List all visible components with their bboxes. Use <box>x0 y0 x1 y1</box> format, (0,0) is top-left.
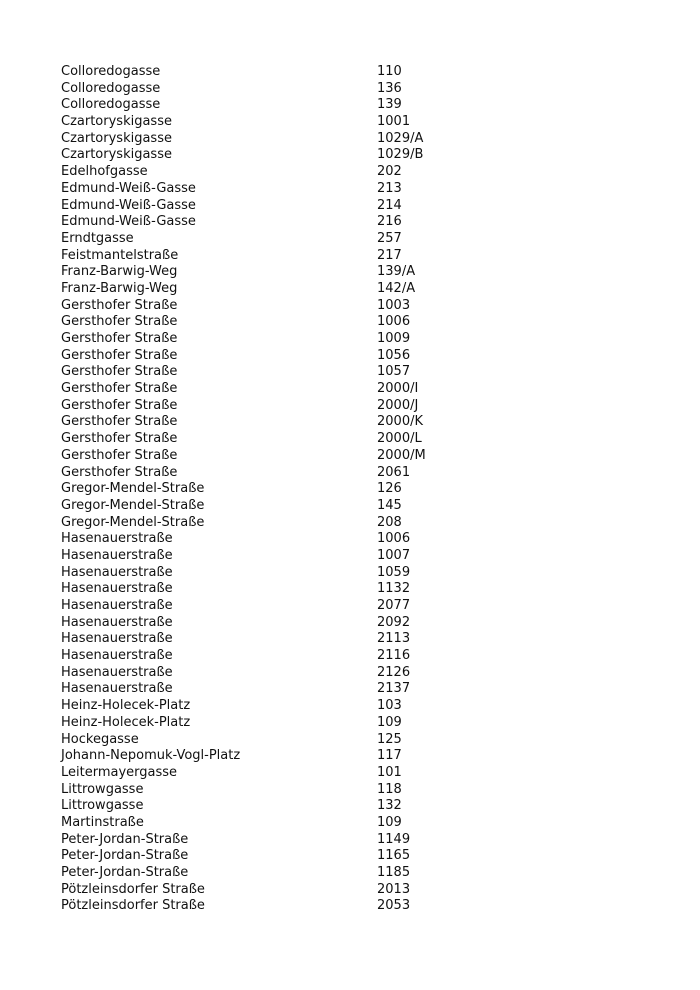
house-number: 103 <box>377 698 402 714</box>
street-name: Littrowgasse <box>61 781 144 797</box>
table-row <box>61 498 661 515</box>
street-name: Colloredogasse <box>61 64 161 79</box>
house-number: 2116 <box>377 648 411 664</box>
house-number: 2000/I <box>377 381 419 397</box>
table-row <box>61 598 661 615</box>
house-number: 136 <box>377 80 402 96</box>
street-name: Heinz-Holecek-Platz <box>61 714 191 730</box>
house-number: 110 <box>377 64 402 79</box>
street-name: Hockegasse <box>61 731 139 747</box>
table-row <box>61 281 661 298</box>
street-name: Pötzleinsdorfer Straße <box>61 881 205 897</box>
table-row <box>61 898 661 915</box>
house-number: 217 <box>377 247 402 263</box>
table-row <box>61 264 661 281</box>
street-name: Gersthofer Straße <box>61 447 178 463</box>
street-name: Hasenauerstraße <box>61 547 173 563</box>
street-name: Erndtgasse <box>61 230 134 246</box>
table-row <box>61 198 661 215</box>
street-name: Gersthofer Straße <box>61 414 178 430</box>
street-name: Czartoryskigasse <box>61 114 172 130</box>
table-row <box>61 231 661 248</box>
table-row <box>61 97 661 114</box>
house-number: 1185 <box>377 865 411 880</box>
table-row <box>61 581 661 598</box>
table-row <box>61 398 661 415</box>
street-name: Peter-Jordan-Straße <box>61 848 189 864</box>
street-name: Czartoryskigasse <box>61 130 172 146</box>
street-name: Gregor-Mendel-Straße <box>61 514 205 530</box>
house-number: 2000/L <box>377 431 422 447</box>
table-row <box>61 381 661 398</box>
table-row <box>61 331 661 348</box>
table-row <box>61 147 661 164</box>
street-name: Hasenauerstraße <box>61 648 173 664</box>
address-list <box>61 64 661 915</box>
house-number: 139 <box>377 97 402 113</box>
house-number: 1059 <box>377 564 411 580</box>
house-number: 109 <box>377 714 402 730</box>
street-name: Littrowgasse <box>61 798 144 814</box>
house-number: 142/A <box>377 280 416 296</box>
house-number: 214 <box>377 197 402 213</box>
table-row <box>61 865 661 882</box>
table-row <box>61 348 661 365</box>
house-number: 2000/M <box>377 447 426 463</box>
house-number: 208 <box>377 514 402 530</box>
house-number: 1056 <box>377 347 411 363</box>
house-number: 1165 <box>377 848 411 864</box>
table-row <box>61 798 661 815</box>
house-number: 1149 <box>377 831 411 847</box>
table-row <box>61 164 661 181</box>
table-row <box>61 832 661 849</box>
street-name: Gersthofer Straße <box>61 431 178 447</box>
table-row <box>61 815 661 832</box>
house-number: 1006 <box>377 314 411 330</box>
house-number: 2137 <box>377 681 411 697</box>
house-number: 213 <box>377 180 402 196</box>
house-number: 1006 <box>377 531 411 547</box>
table-row <box>61 732 661 749</box>
table-row <box>61 81 661 98</box>
house-number: 257 <box>377 230 402 246</box>
table-row <box>61 882 661 899</box>
house-number: 2126 <box>377 664 411 680</box>
street-name: Peter-Jordan-Straße <box>61 831 189 847</box>
table-row <box>61 431 661 448</box>
house-number: 1003 <box>377 297 411 313</box>
house-number: 2077 <box>377 598 411 613</box>
table-row <box>61 515 661 532</box>
house-number: 216 <box>377 214 402 230</box>
table-row <box>61 698 661 715</box>
street-name: Gersthofer Straße <box>61 397 178 413</box>
table-row <box>61 298 661 315</box>
table-row <box>61 631 661 648</box>
street-name: Hasenauerstraße <box>61 564 173 580</box>
street-name: Hasenauerstraße <box>61 664 173 680</box>
street-name: Edmund-Weiß-Gasse <box>61 214 196 230</box>
table-row <box>61 748 661 765</box>
street-name: Gersthofer Straße <box>61 297 178 313</box>
street-name: Gersthofer Straße <box>61 314 178 330</box>
street-name: Hasenauerstraße <box>61 581 173 597</box>
table-row <box>61 782 661 799</box>
table-row <box>61 314 661 331</box>
house-number: 1001 <box>377 114 411 130</box>
table-row <box>61 364 661 381</box>
house-number: 1007 <box>377 547 411 563</box>
street-name: Colloredogasse <box>61 97 161 113</box>
street-name: Hasenauerstraße <box>61 631 173 647</box>
street-name: Edmund-Weiß-Gasse <box>61 197 196 213</box>
house-number: 2113 <box>377 631 411 647</box>
house-number: 2061 <box>377 464 411 480</box>
street-name: Czartoryskigasse <box>61 147 172 163</box>
street-name: Gersthofer Straße <box>61 464 178 480</box>
table-row <box>61 64 661 81</box>
street-name: Franz-Barwig-Weg <box>61 264 178 280</box>
house-number: 145 <box>377 497 402 513</box>
street-name: Leitermayergasse <box>61 764 178 780</box>
house-number: 126 <box>377 481 402 497</box>
street-name: Gersthofer Straße <box>61 347 178 363</box>
house-number: 101 <box>377 764 402 780</box>
street-name: Colloredogasse <box>61 80 161 96</box>
street-name: Hasenauerstraße <box>61 681 173 697</box>
house-number: 2013 <box>377 881 411 897</box>
table-row <box>61 548 661 565</box>
house-number: 1029/B <box>377 147 424 163</box>
house-number: 1009 <box>377 331 411 346</box>
table-row <box>61 248 661 265</box>
street-name: Hasenauerstraße <box>61 598 173 613</box>
street-name: Franz-Barwig-Weg <box>61 280 178 296</box>
house-number: 2000/J <box>377 397 419 413</box>
street-name: Heinz-Holecek-Platz <box>61 698 191 714</box>
table-row <box>61 565 661 582</box>
house-number: 1057 <box>377 364 411 380</box>
street-name: Gersthofer Straße <box>61 364 178 380</box>
street-name: Hasenauerstraße <box>61 614 173 630</box>
house-number: 2000/K <box>377 414 423 430</box>
table-row <box>61 414 661 431</box>
street-name: Gregor-Mendel-Straße <box>61 481 205 497</box>
street-name: Peter-Jordan-Straße <box>61 865 189 880</box>
table-row <box>61 181 661 198</box>
street-name: Edelhofgasse <box>61 164 148 180</box>
table-row <box>61 481 661 498</box>
house-number: 2092 <box>377 614 411 630</box>
house-number: 139/A <box>377 264 416 280</box>
table-row <box>61 765 661 782</box>
house-number: 2053 <box>377 898 411 914</box>
table-row <box>61 648 661 665</box>
street-name: Martinstraße <box>61 814 144 830</box>
table-row <box>61 848 661 865</box>
table-row <box>61 448 661 465</box>
street-name: Edmund-Weiß-Gasse <box>61 180 196 196</box>
house-number: 1132 <box>377 581 411 597</box>
house-number: 202 <box>377 164 402 180</box>
house-number: 118 <box>377 781 402 797</box>
street-name: Johann-Nepomuk-Vogl-Platz <box>61 748 241 764</box>
table-row <box>61 615 661 632</box>
house-number: 125 <box>377 731 402 747</box>
street-name: Feistmantelstraße <box>61 247 179 263</box>
street-name: Hasenauerstraße <box>61 531 173 547</box>
table-row <box>61 531 661 548</box>
table-row <box>61 681 661 698</box>
table-row <box>61 131 661 148</box>
street-name: Gregor-Mendel-Straße <box>61 497 205 513</box>
table-row <box>61 465 661 482</box>
street-name: Gersthofer Straße <box>61 381 178 397</box>
house-number: 109 <box>377 814 402 830</box>
table-row <box>61 114 661 131</box>
street-name: Gersthofer Straße <box>61 331 178 346</box>
table-row <box>61 665 661 682</box>
table-row <box>61 715 661 732</box>
house-number: 132 <box>377 798 402 814</box>
table-row <box>61 214 661 231</box>
house-number: 1029/A <box>377 130 424 146</box>
street-name: Pötzleinsdorfer Straße <box>61 898 205 914</box>
house-number: 117 <box>377 748 402 764</box>
